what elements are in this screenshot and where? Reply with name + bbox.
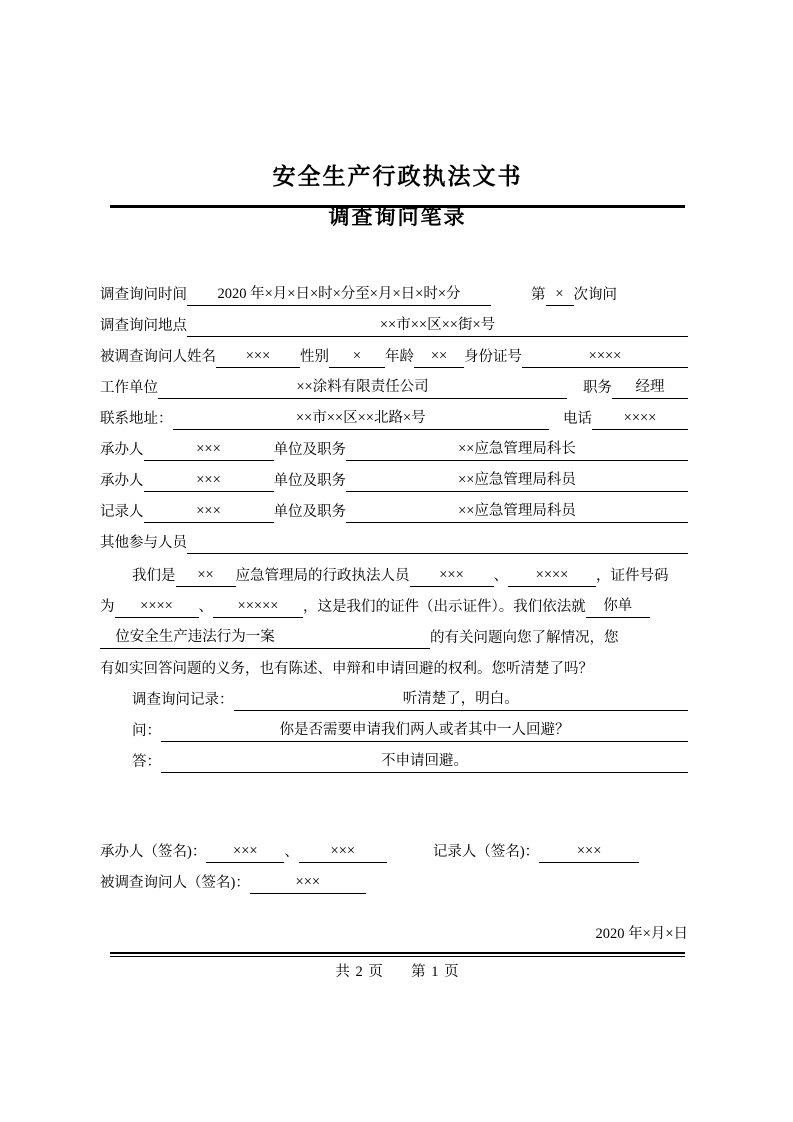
row-answer: [100, 742, 688, 773]
case-description-a[interactable]: 你单: [586, 595, 650, 618]
officer-signature-value-b[interactable]: ×××: [299, 840, 387, 863]
recorder-signature-label: 记录人（签名)：: [432, 844, 540, 860]
gender-value[interactable]: ×: [329, 345, 385, 368]
recorder-label: 记录人: [100, 504, 144, 520]
interview-place-label: 调查询问地点: [100, 318, 187, 334]
work-unit-label: 工作单位: [100, 380, 158, 396]
header-divider-thin: [110, 207, 685, 208]
work-unit-value[interactable]: ××涂料有限责任公司: [158, 376, 567, 399]
interviewee-name-label: 被调查询问人姓名: [100, 349, 216, 365]
statement-text-3: ，证件号码: [596, 568, 669, 584]
interview-time-value[interactable]: 2020 年×月×日×时×分至×月×日×时×分: [187, 283, 491, 306]
contact-address-value[interactable]: ××市××区××北路×号: [173, 407, 550, 430]
bureau-value[interactable]: ××: [176, 564, 236, 587]
answer-value[interactable]: 不申请回避。: [161, 750, 688, 773]
statement-sep-1: 、: [493, 568, 508, 584]
officer-2-unit-label: 单位及职务: [273, 473, 346, 489]
row-officer-1: [100, 430, 688, 461]
gender-label: 性别: [300, 349, 329, 365]
interview-count-suffix: 次询问: [573, 287, 617, 303]
row-interviewee-signature: [100, 863, 688, 894]
other-participants-value[interactable]: [187, 531, 688, 554]
position-label: 职务: [583, 380, 612, 396]
officer-signature-label: 承办人（签名)：: [100, 844, 207, 860]
interviewee-name-value[interactable]: ×××: [216, 345, 300, 368]
record-label: 调查询问记录：: [132, 692, 234, 708]
row-recorder: [100, 492, 688, 523]
statement-text-6: 的有关问题向您了解情况，您: [430, 630, 619, 646]
form-body: [100, 275, 688, 773]
record-value[interactable]: 听清楚了，明白。: [234, 688, 689, 711]
footer-divider-thick: [110, 952, 685, 954]
statement-text-1: 我们是: [132, 568, 176, 584]
statement-paragraph: [100, 556, 688, 680]
recorder-unit-label: 单位及职务: [273, 504, 346, 520]
officer-1-unit-label: 单位及职务: [273, 442, 346, 458]
page-subtitle: 调查询问笔录: [328, 204, 467, 229]
row-officer-signatures: [100, 832, 688, 863]
question-label: 问：: [132, 723, 161, 739]
row-question: [100, 711, 688, 742]
officer-a-value[interactable]: ×××: [410, 564, 494, 587]
signature-block: [100, 832, 688, 894]
row-interview-place: [100, 306, 688, 337]
officer-signature-separator: 、: [284, 844, 299, 860]
id-number-label: 身份证号: [464, 349, 522, 365]
interview-count-value[interactable]: ×: [546, 283, 574, 306]
row-other-participants: [100, 523, 688, 554]
answer-label: 答：: [132, 754, 161, 770]
officer-1-label: 承办人: [100, 442, 144, 458]
interview-time-label: 调查询问时间: [100, 287, 187, 303]
footer-divider-thin: [110, 956, 685, 957]
recorder-unit-value[interactable]: ××应急管理局科员: [346, 500, 688, 523]
statement-text-4: 为: [100, 599, 115, 615]
row-interview-time: [100, 275, 688, 306]
interviewee-signature-label: 被调查询问人（签名)：: [100, 875, 250, 891]
case-description-blank[interactable]: [290, 626, 430, 649]
row-interviewee-identity: [100, 337, 688, 368]
row-work-unit: [100, 368, 688, 399]
page-footer: [110, 960, 685, 981]
phone-label: 电话: [563, 411, 592, 427]
case-description-b[interactable]: 位安全生产违法行为一案: [100, 626, 290, 649]
row-officer-2: [100, 461, 688, 492]
other-participants-label: 其他参与人员: [100, 535, 187, 551]
age-label: 年龄: [385, 349, 414, 365]
age-value[interactable]: ××: [414, 345, 464, 368]
question-value[interactable]: 你是否需要申请我们两人或者其中一人回避？: [161, 719, 688, 742]
officer-b-value[interactable]: ××××: [508, 564, 596, 587]
officer-2-unit-value[interactable]: ××应急管理局科员: [346, 469, 688, 492]
row-contact-address: [100, 399, 688, 430]
statement-text-5: ，这是我们的证件（出示证件）。我们依法就: [303, 599, 586, 615]
cert-a-value[interactable]: ××××: [115, 595, 199, 618]
title-block: [110, 160, 685, 234]
interview-count-prefix: 第: [531, 287, 546, 303]
cert-b-value[interactable]: ×××××: [213, 595, 303, 618]
officer-signature-value-a[interactable]: ×××: [206, 840, 284, 863]
officer-1-value[interactable]: ×××: [144, 438, 274, 461]
interview-place-value[interactable]: ××市××区××街×号: [187, 314, 688, 337]
total-pages: 共 2 页: [335, 964, 384, 980]
officer-2-label: 承办人: [100, 473, 144, 489]
contact-address-label: 联系地址：: [100, 411, 173, 427]
id-number-value[interactable]: ××××: [522, 345, 688, 368]
row-record: [100, 680, 688, 711]
current-page: 第 1 页: [411, 964, 460, 980]
statement-text-2: 应急管理局的行政执法人员: [235, 568, 410, 584]
statement-text-7: 有如实回答问题的义务，也有陈述、申辩和申请回避的权利。您听清楚了吗？: [100, 661, 593, 677]
recorder-value[interactable]: ×××: [144, 500, 274, 523]
officer-2-value[interactable]: ×××: [144, 469, 274, 492]
officer-1-unit-value[interactable]: ××应急管理局科长: [346, 438, 688, 461]
interviewee-signature-value[interactable]: ×××: [250, 871, 366, 894]
phone-value[interactable]: ××××: [592, 407, 688, 430]
position-value[interactable]: 经理: [612, 376, 688, 399]
page-title: 安全生产行政执法文书: [272, 163, 523, 190]
statement-sep-2: 、: [198, 599, 213, 615]
signature-date[interactable]: 2020 年×月×日: [595, 926, 688, 942]
recorder-signature-value[interactable]: ×××: [539, 840, 639, 863]
